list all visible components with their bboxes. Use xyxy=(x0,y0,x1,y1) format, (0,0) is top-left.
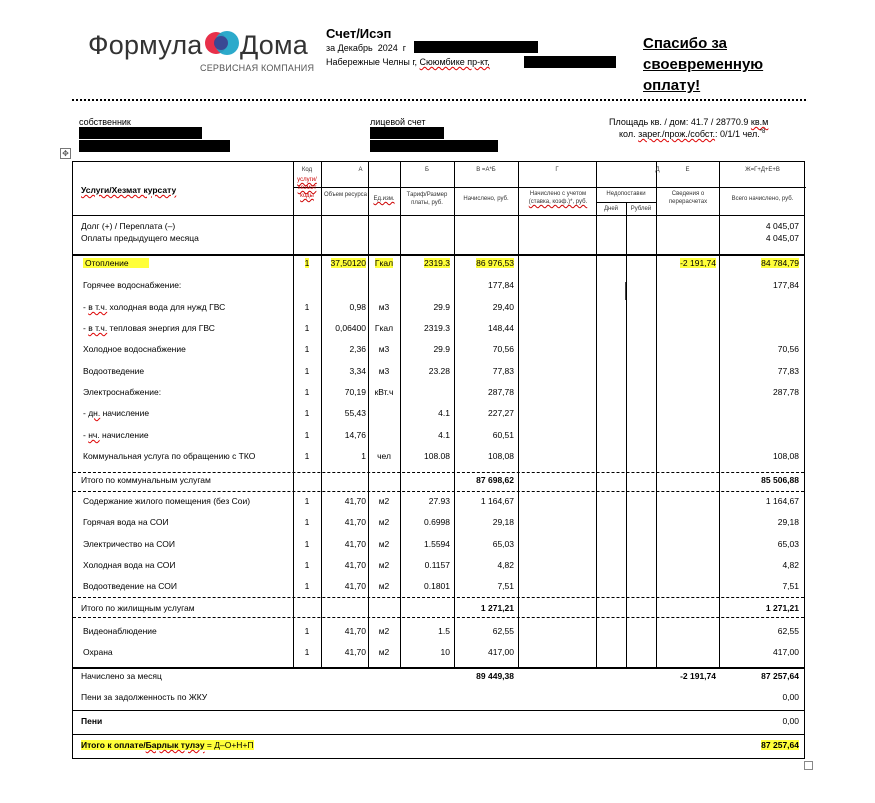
table-row-charged: 62,55 xyxy=(492,626,514,636)
pay-total-value: 87 257,64 xyxy=(761,740,799,750)
logo-word-left: Формула xyxy=(88,30,203,60)
communal-total-label: Итого по коммунальным услугам xyxy=(81,475,211,485)
residents-info: кол. зарег./прож./собст.: 0/1/1 чел.$^{*8}$ xyxy=(619,129,766,139)
table-row-name: Водоотведение xyxy=(83,366,145,376)
debt-label: Долг (+) / Переплата (–) xyxy=(81,221,176,231)
table-row-total: 77,83 xyxy=(777,366,799,376)
month-recalc: -2 191,74 xyxy=(680,671,716,681)
table-row-code: 1 xyxy=(304,451,310,461)
table-row-code: 1 xyxy=(304,581,310,591)
table-row-charged: 417,00 xyxy=(488,647,514,657)
table-row-total: 62,55 xyxy=(777,626,799,636)
table-row-charged: 108,08 xyxy=(488,451,514,461)
table-row-code: 1 xyxy=(304,517,310,527)
redacted-block xyxy=(524,56,616,68)
debt-value: 4 045,07 xyxy=(765,221,799,231)
redacted-block xyxy=(370,127,444,139)
table-row-tariff: 108.08 xyxy=(424,451,450,461)
table-row-volume: 0,06400 xyxy=(335,323,366,333)
table-row-tariff: 27.93 xyxy=(428,496,450,506)
table-row-charged: 227,27 xyxy=(488,408,514,418)
company-logo xyxy=(88,26,318,76)
table-row-unit: кВт.ч xyxy=(374,387,394,397)
table-row-name: - нч. начисление xyxy=(83,430,149,440)
table-row-name: Видеонаблюдение xyxy=(83,626,157,636)
table-row-code: 1 xyxy=(304,323,310,333)
table-row-tariff: 4.1 xyxy=(438,408,450,418)
table-resize-handle[interactable] xyxy=(804,761,813,770)
table-row-tariff: 0.1801 xyxy=(424,581,450,591)
table-row-charged: 7,51 xyxy=(497,581,514,591)
table-row-code: 1 xyxy=(304,258,310,268)
housing-total-charged: 1 271,21 xyxy=(480,603,514,613)
table-row-total: 70,56 xyxy=(777,344,799,354)
logo-word-right: Дома xyxy=(240,30,308,60)
table-row-total: 177,84 xyxy=(773,280,799,290)
table-row-unit: м2 xyxy=(378,517,390,527)
table-row-unit: м2 xyxy=(378,647,390,657)
table-row-total: 7,51 xyxy=(782,581,799,591)
table-row-total: 84 784,79 xyxy=(761,258,799,268)
table-row-total: 108,08 xyxy=(773,451,799,461)
table-row-volume: 41,70 xyxy=(344,626,366,636)
table-row-name: Коммунальная услуга по обращению с ТКО xyxy=(83,451,256,461)
table-row-volume: 41,70 xyxy=(344,560,366,570)
text-cursor xyxy=(625,282,626,300)
table-move-handle-icon[interactable]: ✥ xyxy=(60,148,71,159)
table-row-unit: Гкал xyxy=(374,323,394,333)
table-row-unit: чел xyxy=(377,451,391,461)
table-row-volume: 3,34 xyxy=(349,366,366,376)
table-row-code: 1 xyxy=(304,496,310,506)
table-row-name: Холодная вода на СОИ xyxy=(83,560,176,570)
owner-label: собственник xyxy=(79,117,131,127)
prev-payments-value: 4 045,07 xyxy=(765,233,799,243)
table-row-unit: м2 xyxy=(378,539,390,549)
table-row-name: Горячая вода на СОИ xyxy=(83,517,169,527)
redacted-block xyxy=(370,140,498,152)
table-row-name: Электроснабжение: xyxy=(83,387,162,397)
table-row-unit: м2 xyxy=(378,581,390,591)
table-row-unit: м3 xyxy=(378,344,390,354)
table-row-volume: 14,76 xyxy=(344,430,366,440)
account-label: лицевой счет xyxy=(370,117,426,127)
invoice-title: Счет/Исэп xyxy=(326,26,392,41)
table-row-name: Электричество на СОИ xyxy=(83,539,175,549)
table-row-charged: 65,03 xyxy=(492,539,514,549)
table-row-charged: 29,18 xyxy=(492,517,514,527)
table-row-name: Горячее водоснабжение: xyxy=(83,280,182,290)
table-row-name: - в т.ч. холодная вода для нужд ГВС xyxy=(83,302,226,312)
thanks-message: Спасибо за своевременную оплату! xyxy=(643,35,764,94)
dotted-divider xyxy=(72,99,806,101)
penalty-debt-label: Пени за задолженность по ЖКУ xyxy=(81,692,208,702)
table-row-total: 65,03 xyxy=(777,539,799,549)
table-row-volume: 55,43 xyxy=(344,408,366,418)
table-row-code: 1 xyxy=(304,387,310,397)
table-row-unit: м2 xyxy=(378,626,390,636)
table-row-total: 1 164,67 xyxy=(765,496,799,506)
communal-total-charged: 87 698,62 xyxy=(476,475,514,485)
table-row-tariff: 23.28 xyxy=(428,366,450,376)
table-row-code: 1 xyxy=(304,408,310,418)
table-row-name: - дн. начисление xyxy=(83,408,150,418)
table-row-volume: 2,36 xyxy=(349,344,366,354)
table-row-tariff: 2319.3 xyxy=(424,258,450,268)
table-row-volume: 41,70 xyxy=(344,647,366,657)
table-row-code: 1 xyxy=(304,430,310,440)
table-row-name: - в т.ч. тепловая энергия для ГВС xyxy=(83,323,215,333)
table-row-volume: 41,70 xyxy=(344,581,366,591)
table-row-tariff: 29.9 xyxy=(433,302,450,312)
invoice-table: Услуги/Хезмат курсату Код услуги/ хезмэт коды А Объем ресурса Ед.изм. Б Тариф/Размер платы, руб. В =А*Б Начислено, руб. Г Начислено с учетом (ставка, коэф.)*, руб. Д Недопоставки Дней Рублей Е Сведения о перерасчетах Ж=Г+Д+Е+В Всего начислено, руб. Долг (+) / Переплата (–) Оплаты предыдущего месяца 4 045,07 4 045,07 Отопление 1 37,50120 Гкал 2319.3 86 976,53 -2 191,74 84 784,79 Горячее водоснабжение: 177,84 177,84 - в т.ч. холодная вода для нужд ГВС 1 0,98 м3 29.9 29,40 - в т.ч. тепловая энергия для ГВС 1 0,06400 Гкал 2319.3 148,44 Холодное водоснабжение 1 2,36 м3 29.9 70,56 70,56 Водоотведение 1 3,34 м3 23.28 77,83 77,83 Электроснабжение: 1 70,19 кВт.ч 287,78 287,78 - дн. начисление 1 55,43 4.1 227,27 - нч. начисление 1 14,76 4.1 60,51 Коммунальная услуга по обращению с ТКО 1 1 чел 108.08 108,08 108,08 Содержание жилого помещения (без Сои) 1 41,70 м2 27.93 1 164,67 1 164,67 Горячая вода на СОИ 1 41,70 м2 0.6998 29,18 29,18 Электричество на СОИ 1 41,70 м2 1.5594 65,03 65,03 Холодная вода на СОИ 1 41,70 м2 0.1157 4,82 4,82 Водоотведение на СОИ 1 41,70 м2 0.1801 7,51 7,51 Видеонаблюдение 1 41,70 м2 1.5 62,55 62,55 Охрана 1 41,70 м2 10 417,00 417,00 Итого по коммунальным услугам 87 698,62 85 506,88 Итого по жилищным услугам 1 271,21 1 271,21 Начислено за месяц 89 449,38 -2 191,74 87 257,64 Пени за задолженность по ЖКУ 0,00 Пени 0,00 Итого к оплате/Барлык тулэу = Д–О+Н+П 87 257,64 xyxy=(72,161,805,759)
table-row-code: 1 xyxy=(304,302,310,312)
table-row-tariff: 1.5594 xyxy=(424,539,450,549)
table-row-name: Водоотведение на СОИ xyxy=(83,581,177,591)
table-row-charged: 287,78 xyxy=(488,387,514,397)
table-row-code: 1 xyxy=(304,560,310,570)
table-row-total: 29,18 xyxy=(777,517,799,527)
month-total: 87 257,64 xyxy=(761,671,799,681)
table-row-code: 1 xyxy=(304,366,310,376)
table-row-code: 1 xyxy=(304,344,310,354)
table-row-total: 417,00 xyxy=(773,647,799,657)
prev-payments-label: Оплаты предыдущего месяца xyxy=(81,233,199,243)
table-row-volume: 41,70 xyxy=(344,496,366,506)
table-row-charged: 177,84 xyxy=(488,280,514,290)
table-row-unit: м2 xyxy=(378,560,390,570)
table-row-code: 1 xyxy=(304,647,310,657)
penalty-label: Пени xyxy=(81,716,103,726)
table-row-volume: 37,50120 xyxy=(330,258,366,268)
table-row-tariff: 29.9 xyxy=(433,344,450,354)
table-row-charged: 4,82 xyxy=(497,560,514,570)
area-info: Площадь кв. / дом: 41.7 / 28770.9 кв.м xyxy=(609,117,769,127)
table-row-tariff: 1.5 xyxy=(438,626,450,636)
month-charged-label: Начислено за месяц xyxy=(81,671,162,681)
table-row-unit: м3 xyxy=(378,302,390,312)
housing-total-sum: 1 271,21 xyxy=(765,603,799,613)
logo-circles-icon xyxy=(202,26,242,60)
table-row-tariff: 0.6998 xyxy=(424,517,450,527)
table-row-unit: Гкал xyxy=(374,258,394,268)
table-row-total: 287,78 xyxy=(773,387,799,397)
invoice-period: за Декабрь 2024 г xyxy=(326,43,407,53)
housing-total-label: Итого по жилищным услугам xyxy=(81,603,195,613)
table-row-name: Холодное водоснабжение xyxy=(83,344,186,354)
redacted-block xyxy=(414,41,538,53)
table-row-tariff: 10 xyxy=(440,647,450,657)
table-row-volume: 1 xyxy=(361,451,366,461)
table-row-code: 1 xyxy=(304,626,310,636)
header-services: Услуги/Хезмат курсату xyxy=(81,185,177,195)
pay-total-label: Итого к оплате/Барлык тулэу = Д–О+Н+П xyxy=(81,740,254,750)
table-row-charged: 86 976,53 xyxy=(476,258,514,268)
redacted-block xyxy=(79,140,230,152)
invoice-address: Набережные Челны г, Сююмбике пр-кт, xyxy=(326,57,490,67)
table-row-volume: 70,19 xyxy=(344,387,366,397)
table-row-charged: 77,83 xyxy=(492,366,514,376)
table-row-unit: м3 xyxy=(378,366,390,376)
table-row-tariff: 0.1157 xyxy=(424,560,450,570)
table-row-total: 4,82 xyxy=(782,560,799,570)
penalty-debt-value: 0,00 xyxy=(782,692,799,702)
month-charged: 89 449,38 xyxy=(476,671,514,681)
redacted-block xyxy=(79,127,202,139)
penalty-value: 0,00 xyxy=(782,716,799,726)
table-row-recalc: -2 191,74 xyxy=(680,258,716,268)
table-row-volume: 41,70 xyxy=(344,539,366,549)
table-row-code: 1 xyxy=(304,539,310,549)
table-row-unit: м2 xyxy=(378,496,390,506)
table-row-name: Отопление xyxy=(83,258,149,269)
table-row-charged: 1 164,67 xyxy=(480,496,514,506)
table-row-charged: 148,44 xyxy=(488,323,514,333)
communal-total-sum: 85 506,88 xyxy=(761,475,799,485)
table-row-tariff: 4.1 xyxy=(438,430,450,440)
table-row-tariff: 2319.3 xyxy=(424,323,450,333)
table-row-volume: 0,98 xyxy=(349,302,366,312)
table-row-charged: 70,56 xyxy=(492,344,514,354)
table-row-name: Содержание жилого помещения (без Сои) xyxy=(83,496,251,506)
table-row-name: Охрана xyxy=(83,647,113,657)
table-row-charged: 60,51 xyxy=(492,430,514,440)
table-row-volume: 41,70 xyxy=(344,517,366,527)
logo-subtitle: СЕРВИСНАЯ КОМПАНИЯ xyxy=(200,63,315,73)
table-row-charged: 29,40 xyxy=(492,302,514,312)
